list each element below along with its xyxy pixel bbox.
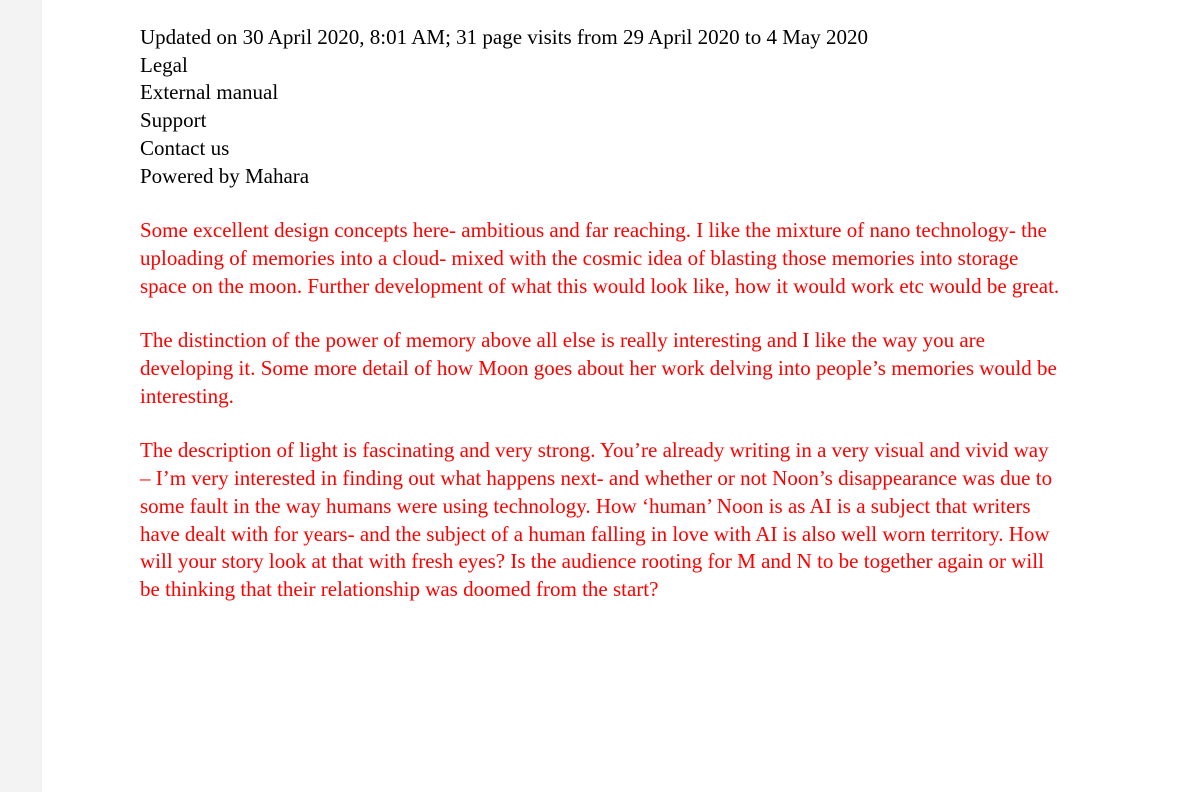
footer-link-item [140, 79, 1060, 107]
legal-link[interactable]: Legal [140, 52, 188, 77]
feedback-paragraph-1: Some excellent design concepts here- ambitious and far reaching. I like the mixture of nano technology- the uploading of memories into a cloud- mixed with the cosmic idea of blasting those memories into storage space on the moon. Further development of what this would look like, how it would work etc would be great. [140, 218, 1060, 298]
feedback-paragraph-2: The distinction of the power of memory above all else is really interesting and I like the way you are developing it. Some more detail of how Moon goes about her work delving into people’s memories would be interesting. [140, 328, 1057, 408]
contact-us-link[interactable]: Contact us [140, 135, 230, 160]
footer-link-item [140, 52, 1060, 80]
page-updated-info: Updated on 30 April 2020, 8:01 AM; 31 page visits from 29 April 2020 to 4 May 2020 [140, 25, 868, 49]
feedback-paragraph-3: The description of light is fascinating and very strong. You’re already writing in a very visual and vivid way – I’m very interested in finding out what happens next- and whether or not Noon’s disappearance was due to some fault in the way humans were using technology. How ‘human’ Noon is as AI is a subject that writers have dealt with for years- and the subject of a human falling in love with AI is also well worn territory. How will your story look at that with fresh eyes? Is the audience rooting for M and N to be together again or will be thinking that their relationship was doomed from the start? [140, 438, 1053, 601]
support-link[interactable]: Support [140, 108, 207, 133]
page-canvas [42, 0, 1200, 792]
page-content [140, 24, 1060, 631]
powered-by-mahara-link[interactable]: Powered by Mahara [140, 163, 310, 188]
external-manual-link[interactable]: External manual [140, 80, 279, 105]
footer-links [140, 52, 1060, 191]
feedback-comments [140, 217, 1060, 603]
footer-link-item [140, 107, 1060, 135]
footer-link-item [140, 163, 1060, 191]
footer-link-item [140, 135, 1060, 163]
